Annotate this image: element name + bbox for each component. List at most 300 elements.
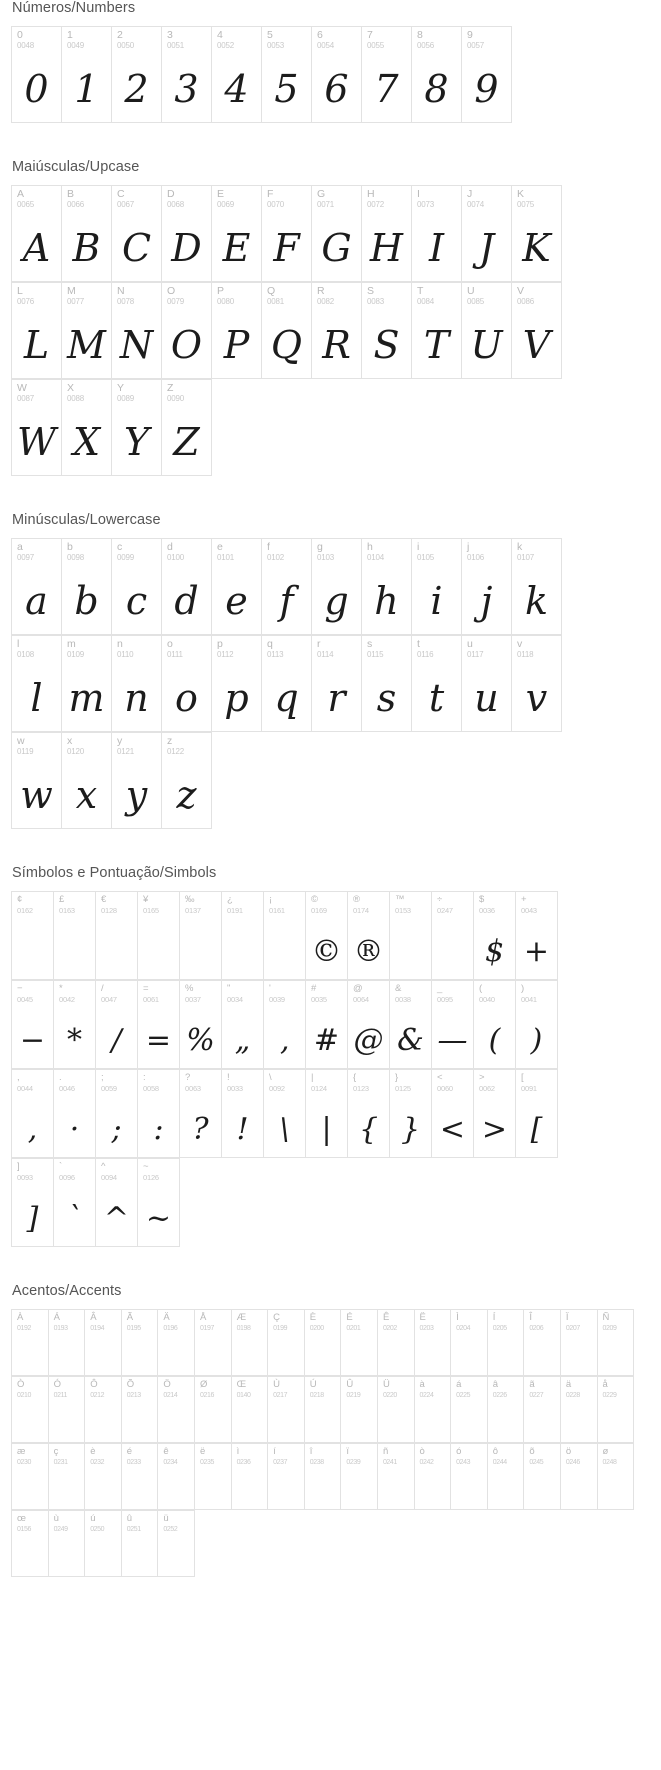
glyph-cell[interactable] [451,1444,488,1510]
glyph-cell[interactable] [415,1310,452,1376]
glyph-cell[interactable] [390,892,432,980]
glyph-char-label: % [185,983,194,994]
glyph-preview: % [186,1023,215,1058]
glyph-code-label: 0161 [269,906,285,915]
glyph-char-label: N [117,285,125,297]
glyph-cell[interactable] [162,636,212,732]
glyph-char-label: z [167,735,173,747]
glyph-code-label: 0090 [167,394,184,403]
glyph-cell[interactable] [598,1377,635,1443]
glyph-code-label: 0200 [309,1325,324,1332]
glyph-char-label: Ä [163,1312,170,1323]
glyph-code-label: 0192 [17,1325,31,1332]
glyph-cell[interactable] [305,1377,342,1443]
glyph-preview: a [25,579,48,623]
glyph-cell[interactable] [312,539,362,635]
glyph-char-label: x [67,735,73,747]
glyph-char-label: Ù [273,1379,281,1390]
glyph-code-label: 0128 [101,906,117,915]
glyph-cell[interactable] [138,1159,180,1247]
glyph-char-label: l [17,638,20,650]
glyph-cell[interactable] [390,981,432,1069]
glyph-char-label: ë [199,1446,206,1457]
glyph-cell[interactable] [180,1070,222,1158]
glyph-cell[interactable] [112,27,162,123]
glyph-cell[interactable] [348,981,390,1069]
glyph-cell[interactable] [341,1377,378,1443]
glyph-cell[interactable] [12,636,62,732]
glyph-cell[interactable] [362,539,412,635]
glyph-char-label: " [227,983,231,994]
glyph-char-label: ` [59,1161,63,1172]
glyph-char-label: ' [269,983,271,994]
glyph-cell[interactable] [12,380,62,476]
glyph-cell[interactable] [262,27,312,123]
glyph-code-label: 0034 [227,995,243,1004]
glyph-cell[interactable] [212,283,262,379]
glyph-cell[interactable] [96,981,138,1069]
glyph-cell[interactable] [412,539,462,635]
glyph-code-label: 0063 [185,1084,201,1093]
glyph-char-label: ü [163,1513,169,1524]
glyph-cell[interactable] [488,1377,525,1443]
glyph-preview: A [22,226,51,270]
glyph-cell[interactable] [305,1444,342,1510]
glyph-cell[interactable] [12,1310,49,1376]
glyph-cell[interactable] [305,1310,342,1376]
glyph-cell[interactable] [488,1444,525,1510]
glyph-cell[interactable] [262,283,312,379]
glyph-cell[interactable] [96,892,138,980]
glyph-row [11,1443,634,1510]
glyph-char-label: L [17,285,23,297]
glyph-cell[interactable] [49,1444,86,1510]
glyph-char-label: î [309,1446,313,1457]
glyph-preview: = [145,1023,172,1058]
glyph-cell[interactable] [54,892,96,980]
glyph-cell[interactable] [412,636,462,732]
glyph-cell[interactable] [180,981,222,1069]
glyph-preview: 8 [424,67,449,111]
glyph-cell[interactable] [462,539,512,635]
glyph-cell[interactable] [512,186,562,282]
glyph-cell[interactable] [268,1377,305,1443]
glyph-cell[interactable] [512,539,562,635]
glyph-cell[interactable] [561,1377,598,1443]
glyph-cell[interactable] [12,1159,54,1247]
glyph-cell[interactable] [62,539,112,635]
glyph-cell[interactable] [112,733,162,829]
glyph-row [11,980,558,1069]
glyph-cell[interactable] [195,1310,232,1376]
glyph-char-label: < [437,1072,443,1083]
glyph-cell[interactable] [222,1070,264,1158]
glyph-char-label: v [517,638,523,650]
glyph-preview: 5 [274,67,299,111]
glyph-cell[interactable] [598,1310,635,1376]
glyph-cell[interactable] [12,1511,49,1577]
glyph-cell[interactable] [341,1444,378,1510]
glyph-cell[interactable] [85,1310,122,1376]
glyph-cell[interactable] [561,1310,598,1376]
glyph-char-label: } [395,1072,399,1083]
glyph-cell[interactable] [306,981,348,1069]
glyph-cell[interactable] [12,892,54,980]
glyph-code-label: 0250 [90,1526,105,1533]
glyph-preview: r [327,676,346,720]
glyph-preview: − [19,1023,46,1058]
glyph-code-label: 0068 [167,200,184,209]
glyph-code-label: 0081 [267,297,284,306]
glyph-cell[interactable] [85,1511,122,1577]
glyph-cell[interactable] [54,981,96,1069]
glyph-cell[interactable] [451,1310,488,1376]
glyph-code-label: 0058 [143,1084,159,1093]
glyph-char-label: ï [346,1446,349,1457]
glyph-code-label: 0073 [417,200,434,209]
glyph-cell[interactable] [112,539,162,635]
glyph-char-label: # [311,983,317,994]
glyph-cell[interactable] [306,1070,348,1158]
glyph-cell[interactable] [62,283,112,379]
glyph-char-label: a [17,541,23,553]
glyph-preview: f [279,579,294,623]
glyph-cell[interactable] [412,27,462,123]
glyph-char-label: ô [492,1446,499,1457]
glyph-char-label: K [517,188,525,200]
glyph-cell[interactable] [312,283,362,379]
glyph-cell[interactable] [85,1377,122,1443]
glyph-cell[interactable] [62,636,112,732]
glyph-cell[interactable] [54,1070,96,1158]
glyph-cell[interactable] [49,1310,86,1376]
glyph-cell[interactable] [162,733,212,829]
glyph-code-label: 0072 [367,200,384,209]
glyph-cell[interactable] [348,892,390,980]
glyph-cell[interactable] [122,1511,159,1577]
glyph-cell[interactable] [122,1444,159,1510]
glyph-cell[interactable] [122,1377,159,1443]
glyph-cell[interactable] [432,1070,474,1158]
glyph-code-label: 0104 [367,553,384,562]
glyph-code-label: 0126 [143,1173,159,1182]
glyph-char-label: u [467,638,473,650]
glyph-cell[interactable] [462,636,512,732]
glyph-preview: ‚ [279,1023,290,1058]
glyph-cell[interactable] [112,283,162,379]
glyph-cell[interactable] [512,283,562,379]
glyph-preview: n [124,676,149,720]
glyph-cell[interactable] [49,1377,86,1443]
glyph-code-label: 0218 [309,1392,324,1399]
glyph-code-label: 0055 [367,41,384,50]
glyph-cell[interactable] [12,186,62,282]
glyph-code-label: 0094 [101,1173,117,1182]
glyph-char-label: Z [167,382,174,394]
glyph-cell[interactable] [264,1070,306,1158]
glyph-cell[interactable] [62,733,112,829]
glyph-cell[interactable] [12,1377,49,1443]
glyph-cell[interactable] [264,981,306,1069]
glyph-char-label: ! [227,1072,230,1083]
glyph-code-label: 0140 [236,1392,251,1399]
glyph-cell[interactable] [524,1377,561,1443]
glyph-cell[interactable] [474,981,516,1069]
glyph-char-label: e [217,541,223,553]
glyph-cell[interactable] [54,1159,96,1247]
glyph-cell[interactable] [62,186,112,282]
glyph-cell[interactable] [112,380,162,476]
glyph-cell[interactable] [138,1070,180,1158]
glyph-cell[interactable] [516,892,558,980]
glyph-preview: Y [123,420,150,464]
glyph-cell[interactable] [96,1070,138,1158]
glyph-cell[interactable] [138,981,180,1069]
glyph-preview: ) [530,1023,543,1058]
glyph-preview: t [428,676,445,720]
glyph-cell[interactable] [312,27,362,123]
glyph-cell[interactable] [180,892,222,980]
glyph-code-label: 0095 [437,995,453,1004]
glyph-preview: X [72,420,101,464]
glyph-cell[interactable] [451,1377,488,1443]
glyph-cell[interactable] [222,892,264,980]
glyph-code-label: 0088 [67,394,84,403]
glyph-cell[interactable] [12,539,62,635]
glyph-cell[interactable] [362,283,412,379]
glyph-preview: + [523,934,550,969]
glyph-code-label: 0044 [17,1084,33,1093]
glyph-code-label: 0198 [236,1325,251,1332]
glyph-preview: < [439,1112,466,1147]
glyph-char-label: k [517,541,523,553]
glyph-cell[interactable] [415,1377,452,1443]
glyph-char-label: B [67,188,75,200]
glyph-cell[interactable] [488,1310,525,1376]
glyph-cell[interactable] [12,981,54,1069]
glyph-cell[interactable] [524,1310,561,1376]
glyph-code-label: 0243 [456,1459,471,1466]
glyph-cell[interactable] [62,27,112,123]
glyph-preview: y [125,773,148,817]
glyph-preview: * [67,1023,82,1058]
glyph-cell[interactable] [462,27,512,123]
glyph-cell[interactable] [362,636,412,732]
glyph-cell[interactable] [432,892,474,980]
glyph-cell[interactable] [122,1310,159,1376]
glyph-cell[interactable] [262,186,312,282]
glyph-cell[interactable] [516,981,558,1069]
glyph-cell[interactable] [49,1511,86,1577]
glyph-cell[interactable] [12,283,62,379]
glyph-char-label: s [367,638,373,650]
glyph-code-label: 0051 [167,41,184,50]
glyph-cell[interactable] [158,1310,195,1376]
glyph-cell[interactable] [232,1444,269,1510]
glyph-code-label: 0083 [367,297,384,306]
glyph-preview: ^ [103,1201,130,1236]
glyph-code-label: 0210 [17,1392,31,1399]
glyph-cell[interactable] [62,380,112,476]
glyph-preview: M [67,323,106,367]
glyph-char-label: 8 [417,29,423,41]
glyph-code-label: 0196 [163,1325,178,1332]
glyph-code-label: 0204 [456,1325,471,1332]
glyph-cell[interactable] [341,1310,378,1376]
glyph-cell[interactable] [306,892,348,980]
glyph-code-label: 0197 [199,1325,214,1332]
glyph-char-label: 1 [67,29,73,41]
glyph-cell[interactable] [96,1159,138,1247]
glyph-code-label: 0125 [395,1084,411,1093]
glyph-cell[interactable] [158,1511,195,1577]
glyph-cell[interactable] [138,892,180,980]
glyph-char-label: X [67,382,75,394]
glyph-cell[interactable] [162,186,212,282]
glyph-cell[interactable] [12,1444,49,1510]
glyph-cell[interactable] [474,892,516,980]
glyph-char-label: â [492,1379,499,1390]
glyph-cell[interactable] [415,1444,452,1510]
glyph-char-label: Ï [565,1312,569,1323]
glyph-code-label: 0085 [467,297,484,306]
glyph-char-label: Û [346,1379,354,1390]
glyph-code-label: 0103 [317,553,334,562]
glyph-cell[interactable] [262,539,312,635]
glyph-cell[interactable] [158,1377,195,1443]
glyph-preview: $ [484,934,505,969]
glyph-code-label: 0074 [467,200,484,209]
glyph-char-label: t [417,638,420,650]
glyph-char-label: ú [90,1513,96,1524]
glyph-preview: H [369,226,404,270]
glyph-cell[interactable] [268,1444,305,1510]
glyph-cell[interactable] [312,636,362,732]
glyph-code-label: 0227 [529,1392,544,1399]
glyph-code-label: 0162 [17,906,33,915]
glyph-cell[interactable] [378,1310,415,1376]
glyph-code-label: 0102 [267,553,284,562]
glyph-char-label: á [456,1379,462,1390]
section-spacer [0,829,661,851]
glyph-cell[interactable] [162,27,212,123]
glyph-char-label: ¢ [17,894,23,905]
glyph-code-label: 0203 [419,1325,434,1332]
glyph-cell[interactable] [195,1377,232,1443]
glyph-cell[interactable] [112,636,162,732]
glyph-cell[interactable] [195,1444,232,1510]
glyph-char-label: _ [437,983,443,994]
glyph-preview: q [274,676,299,720]
glyph-cell[interactable] [462,186,512,282]
glyph-code-label: 0041 [521,995,537,1004]
glyph-cell[interactable] [212,186,262,282]
glyph-cell[interactable] [85,1444,122,1510]
glyph-code-label: 0046 [59,1084,75,1093]
glyph-preview: w [20,773,53,817]
glyph-cell[interactable] [312,186,362,282]
glyph-code-label: 0225 [456,1392,471,1399]
glyph-cell[interactable] [162,380,212,476]
glyph-cell[interactable] [598,1444,635,1510]
glyph-cell[interactable] [378,1377,415,1443]
glyph-char-label: f [267,541,270,553]
glyph-code-label: 0071 [317,200,334,209]
glyph-cell[interactable] [262,636,312,732]
glyph-cell[interactable] [432,981,474,1069]
glyph-cell[interactable] [378,1444,415,1510]
glyph-row [11,379,212,476]
glyph-cell[interactable] [390,1070,432,1158]
glyph-code-label: 0082 [317,297,334,306]
glyph-char-label: 6 [317,29,323,41]
glyph-cell[interactable] [158,1444,195,1510]
glyph-cell[interactable] [212,27,262,123]
glyph-code-label: 0251 [126,1526,141,1533]
glyph-cell[interactable] [524,1444,561,1510]
glyph-char-label: F [267,188,274,200]
glyph-cell[interactable] [162,539,212,635]
glyph-cell[interactable] [561,1444,598,1510]
glyph-cell[interactable] [12,733,62,829]
glyph-char-label: * [59,983,63,994]
glyph-code-label: 0244 [492,1459,507,1466]
glyph-code-label: 0212 [90,1392,105,1399]
glyph-code-label: 0076 [17,297,34,306]
glyph-cell[interactable] [112,186,162,282]
glyph-char-label: G [317,188,326,200]
glyph-cell[interactable] [362,27,412,123]
glyph-code-label: 0207 [565,1325,580,1332]
glyph-cell[interactable] [212,636,262,732]
glyph-cell[interactable] [264,892,306,980]
glyph-char-label: h [367,541,373,553]
glyph-cell[interactable] [412,186,462,282]
glyph-code-label: 0238 [309,1459,324,1466]
glyph-cell[interactable] [516,1070,558,1158]
glyph-code-label: 0066 [67,200,84,209]
glyph-cell[interactable] [462,283,512,379]
glyph-cell[interactable] [474,1070,516,1158]
glyph-char-label: Y [117,382,125,394]
glyph-preview: ] [26,1201,39,1236]
glyph-cell[interactable] [162,283,212,379]
glyph-cell[interactable] [232,1377,269,1443]
glyph-cell[interactable] [268,1310,305,1376]
glyph-code-label: 0199 [273,1325,288,1332]
glyph-code-label: 0217 [273,1392,288,1399]
glyph-cell[interactable] [222,981,264,1069]
glyph-code-label: 0040 [479,995,495,1004]
glyph-char-label: = [143,983,149,994]
glyph-code-label: 0036 [479,906,495,915]
glyph-char-label: å [602,1379,608,1390]
glyph-code-label: 0201 [346,1325,361,1332]
glyph-cell[interactable] [512,636,562,732]
section-0 [0,0,661,145]
glyph-cell[interactable] [412,283,462,379]
glyph-row [11,26,512,123]
glyph-cell[interactable] [12,27,62,123]
section-title: Minúsculas/Lowercase [12,512,161,528]
glyph-cell[interactable] [362,186,412,282]
glyph-code-label: 0096 [59,1173,75,1182]
glyph-cell[interactable] [12,1070,54,1158]
glyph-code-label: 0110 [117,650,134,659]
glyph-cell[interactable] [348,1070,390,1158]
glyph-cell[interactable] [232,1310,269,1376]
glyph-cell[interactable] [212,539,262,635]
